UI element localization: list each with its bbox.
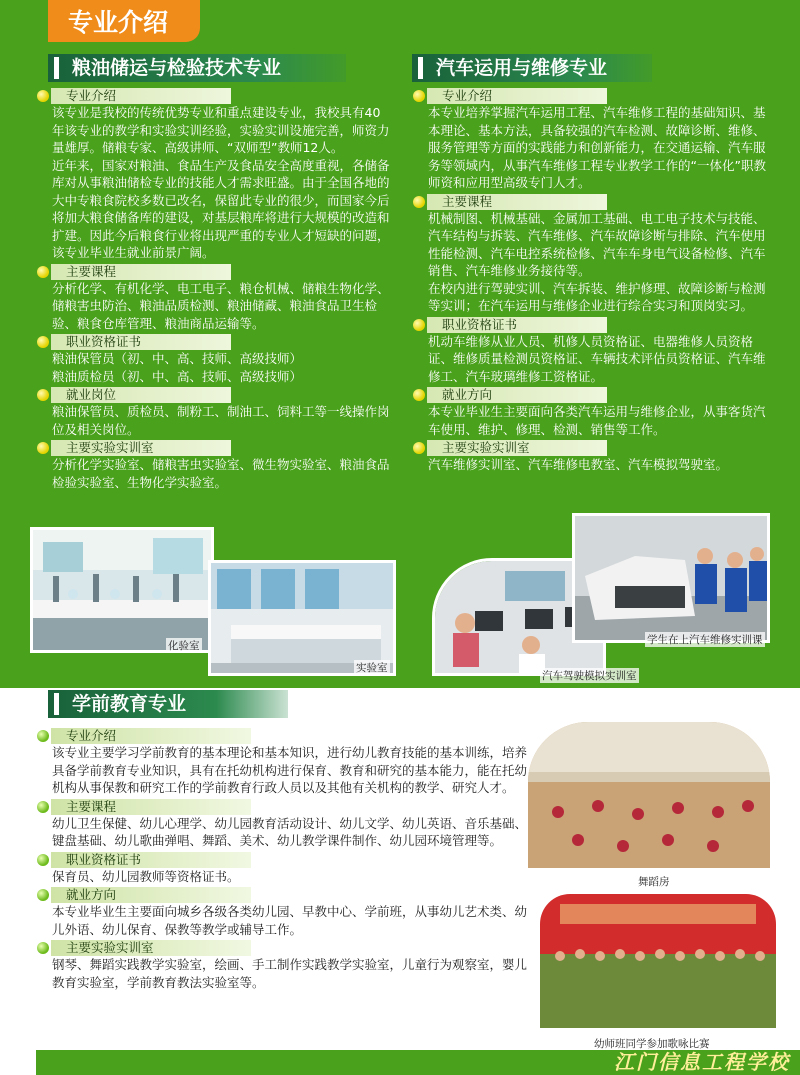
section-heading: 主要实验实训室 (427, 440, 607, 456)
right-section (428, 88, 774, 192)
chem-lab-caption: 化验室 (168, 640, 200, 652)
left-section (52, 264, 390, 333)
bullet-dot-icon (37, 266, 49, 278)
section-heading: 职业资格证书 (51, 852, 251, 868)
car-repair-illustration (575, 516, 770, 643)
left-major-content (52, 86, 390, 491)
section-body: 机械制图、机械基础、金属加工基础、电工电子技术与技能、汽车结构与拆装、汽车维修、汽车故障诊断与排除、汽车使用性能检测、汽车电控系统检修、汽车车身电气设备检修、汽车销售、汽车维修业务接待等。 在校内进行驾驶实训、汽车拆装、维护修理、故障诊断与检测等实训；在汽车运用与维修企业进行综合实习和顶岗实习。 (428, 210, 766, 313)
right-major-title: 汽车运用与维修专业 (412, 54, 652, 82)
bullet-dot-icon (413, 319, 425, 331)
bottom-section (52, 940, 532, 991)
section-body: 粮油保管员（初、中、高、技师、高级技师） 粮油质检员（初、中、高、技师、高级技师） (52, 351, 303, 384)
lab-caption: 实验室 (356, 662, 388, 674)
bullet-dot-icon (413, 90, 425, 102)
chem-lab-photo (30, 527, 214, 653)
left-section (52, 88, 390, 262)
choir-contest-photo (540, 894, 776, 1028)
section-heading: 职业资格证书 (51, 334, 231, 350)
bullet-dot-icon (37, 90, 49, 102)
section-heading: 主要课程 (427, 194, 607, 210)
choir-contest-caption: 幼师班同学参加歌咏比赛 (594, 1038, 710, 1050)
bottom-section (52, 799, 532, 850)
bottom-section (52, 728, 532, 797)
section-heading: 职业资格证书 (427, 317, 607, 333)
bullet-dot-icon (413, 442, 425, 454)
bullet-dot-icon (37, 442, 49, 454)
right-section (428, 317, 774, 386)
bottom-major-content (52, 726, 532, 991)
car-repair-photo (572, 513, 770, 643)
right-major-content (428, 86, 774, 474)
section-body: 本专业培养掌握汽车运用工程、汽车维修工程的基础知识、基本理论、基本方法，具备较强的汽车检测、故障诊断、维修、服务管理等方面的实践能力和创新能力，在交通运输、汽车服务等领域内，从事汽车维修工程专业教学工作的“一体化”职教师资和应用型高级专门人才。 (428, 105, 766, 190)
left-section (52, 334, 390, 385)
dance-room-photo (528, 722, 770, 868)
section-body: 本专业毕业生主要面向城乡各级各类幼儿园、早教中心、学前班，从事幼儿艺术类、幼儿外语、幼儿保育、保教等教学或辅导工作。 (52, 904, 528, 937)
car-repair-caption: 学生在上汽车维修实训课 (647, 634, 763, 646)
section-body: 保育员、幼儿园教师等资格证书。 (52, 868, 240, 884)
bullet-dot-icon (413, 389, 425, 401)
bullet-dot-icon (37, 942, 49, 954)
bullet-dot-icon (37, 854, 49, 866)
bullet-dot-icon (37, 336, 49, 348)
section-heading: 主要实验实训室 (51, 440, 231, 456)
choir-contest-illustration (540, 894, 776, 1028)
section-heading: 专业介绍 (51, 728, 251, 744)
bullet-dot-icon (413, 196, 425, 208)
right-section (428, 194, 774, 315)
right-section (428, 387, 774, 438)
driving-sim-caption: 汽车驾驶模拟实训室 (542, 670, 637, 682)
chem-lab-illustration (33, 530, 214, 653)
dance-room-caption: 舞蹈房 (638, 876, 670, 888)
left-section (52, 440, 390, 491)
section-heading: 专业介绍 (427, 88, 607, 104)
bullet-dot-icon (37, 801, 49, 813)
left-major-title: 粮油储运与检验技术专业 (48, 54, 346, 82)
section-body: 本专业毕业生主要面向各类汽车运用与维修企业，从事客货汽车使用、维护、修理、检测、销售等工作。 (428, 404, 766, 437)
section-body: 幼儿卫生保健、幼儿心理学、幼儿园教育活动设计、幼儿文学、幼儿英语、音乐基础、键盘基础、幼儿歌曲弹唱、舞蹈、美术、幼儿教学课件制作、幼儿园环境管理等。 (52, 815, 528, 848)
bullet-dot-icon (37, 730, 49, 742)
section-body: 粮油保管员、质检员、制粉工、制油工、饲料工等一线操作岗位及相关岗位。 (52, 404, 390, 437)
section-heading: 主要课程 (51, 264, 231, 280)
school-name: 江门信息工程学校 (614, 1050, 790, 1074)
lab-photo (208, 560, 396, 676)
section-body: 机动车维修从业人员、机修人员资格证、电器维修人员资格证、维修质量检测员资格证、车辆技术评估员资格证、汽车维修工、汽车玻璃维修工资格证。 (428, 333, 766, 384)
section-body: 分析化学实验室、储粮害虫实验室、微生物实验室、粮油食品检验实验室、生物化学实验室。 (52, 457, 390, 490)
section-heading: 主要实验实训室 (51, 940, 251, 956)
bottom-section (52, 887, 532, 938)
dance-room-illustration (528, 722, 770, 868)
right-section (428, 440, 774, 474)
page-section-tab: 专业介绍 (48, 0, 200, 42)
left-section (52, 387, 390, 438)
bottom-section (52, 852, 532, 886)
section-body: 分析化学、有机化学、电工电子、粮仓机械、储粮生物化学、储粮害虫防治、粮油品质检测、粮油储藏、粮油食品卫生检验、粮食仓库管理、粮油商品运输等。 (52, 280, 390, 331)
section-body: 该专业主要学习学前教育的基本理论和基本知识，进行幼儿教育技能的基本训练，培养具备学前教育专业知识，具有在托幼机构进行保育、教育和研究的基本能力，能在托幼机构从事保教和研究工作的学前教育行政人员以及其他有关机构的教学、研究人才。 (52, 745, 528, 795)
section-heading: 就业岗位 (51, 387, 231, 403)
section-body: 钢琴、舞蹈实践教学实验室，绘画、手工制作实践教学实验室，儿童行为观察室，婴儿教育实验室，学前教育教法实验室等。 (52, 957, 528, 990)
section-body: 该专业是我校的传统优势专业和重点建设专业，我校具有40年该专业的教学和实验实训经验，实验实训设施完善，师资力量雄厚。储粮专家、高级讲师、“双师型”教师12人。 近年来，国家对粮油、食品生产及食品安全高度重视，各储备库对从事粮油储检专业的技能人才需求旺盛。由于全国各地的大中专粮食院校多数已改名，保留此专业的很少，而国家今后将加大粮食储备库的建设，对基层粮库将进行大规模的改造和扩建。因此今后粮食行业将出现严重的专业人才短缺的问题，该专业毕业生就业前景广阔。 (52, 105, 390, 260)
section-heading: 主要课程 (51, 799, 251, 815)
section-heading: 就业方向 (427, 387, 607, 403)
bottom-major-title: 学前教育专业 (48, 690, 288, 718)
section-body: 汽车维修实训室、汽车维修电教室、汽车模拟驾驶室。 (428, 457, 729, 472)
bullet-dot-icon (37, 389, 49, 401)
section-heading: 就业方向 (51, 887, 251, 903)
section-heading: 专业介绍 (51, 88, 231, 104)
bullet-dot-icon (37, 889, 49, 901)
